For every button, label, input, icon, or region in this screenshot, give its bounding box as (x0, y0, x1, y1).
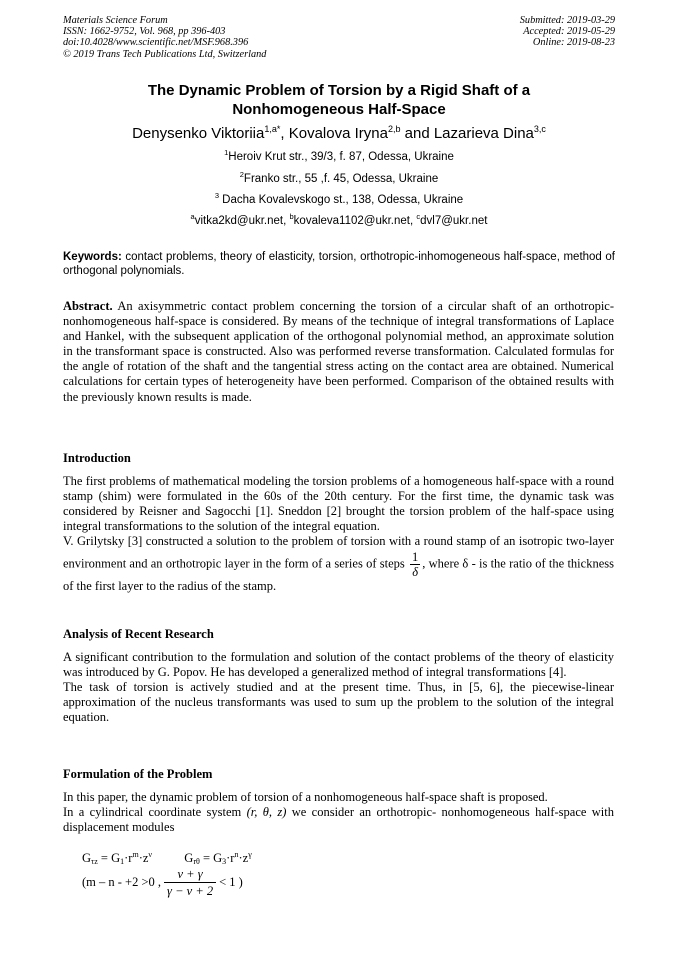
modulus-formula (82, 851, 252, 866)
author-name: Kovalova Iryna (288, 125, 388, 142)
email-link[interactable]: vitka2kd@ukr.net, (194, 215, 290, 227)
keywords (63, 250, 615, 278)
author-separator: , (280, 125, 289, 142)
shear-modulus-g1: $G_{\tau z} = G_1\cdot r^m\cdot z^\nu$ (82, 850, 153, 866)
email-marker: b (289, 212, 294, 221)
paragraph: The task of torsion is actively studied and at the present time. Thus, in [5, 6], the piecewise-linear approximation of the nucleus transformants was used to sum up the problem to the solution of the integral equation. (63, 680, 614, 725)
fraction-denominator: δ (412, 564, 419, 579)
affiliation-text: Heroiv Krut str., 39/3, f. 87, Odessa, Ukraine (228, 151, 454, 163)
title-line-2: Nonhomogeneous Half-Space (232, 101, 446, 118)
online-date: Online: 2019-08-23 (532, 37, 615, 49)
affiliation-text: Franko str., 55 ,f. 45, Odessa, Ukraine (243, 173, 439, 185)
paragraph: A significant contribution to the formulation and solution of the contact problems of the theory of elasticity was introduced by G. Popov. He has developed a generalized method of integral transformations [4]. (63, 650, 614, 680)
paragraph (63, 805, 614, 835)
author-separator: and (400, 125, 434, 142)
email-marker: a (190, 212, 195, 221)
author-emails (63, 214, 615, 228)
issn-volume: ISSN: 1662-9752, Vol. 968, pp 396-403 (63, 26, 226, 38)
shear-modulus-g3: $G_{r\theta} = G_3\cdot r^n\cdot z^\gamma$ (184, 850, 252, 866)
doi[interactable]: doi:10.4028/www.scientific.net/MSF.968.396 (63, 37, 249, 49)
introduction-body (63, 474, 614, 594)
constraint-open: (m – n - +2 >0 , (82, 875, 162, 889)
author-affiliation-marker: 2,b (387, 124, 401, 134)
fraction-numerator: 1 (412, 549, 419, 564)
email-link[interactable]: kovaleva1102@ukr.net, (293, 215, 417, 227)
constraint-formula (82, 866, 243, 899)
paragraph-text: we consider an orthotropic- nonhomogeneous half-space with displacement modules (63, 805, 615, 835)
paragraph: In this paper, the dynamic problem of torsion of a nonhomogeneous half-space shaft is proposed. (63, 790, 548, 804)
paragraph-text: V. Grilytsky [3] constructed a solution to the problem of torsion with a round stamp of an isotropic two-layer environment and an orthotropic layer in the form of a series of steps (63, 534, 614, 571)
paper-title (63, 81, 615, 119)
author-affiliation-marker: 3,c (533, 124, 546, 134)
submitted-date: Submitted: 2019-03-29 (519, 15, 615, 26)
analysis-body (63, 650, 614, 725)
affiliation-text: Dacha Kovalevskogo st., 138, Odessa, Ukraine (218, 194, 464, 206)
journal-header (63, 15, 266, 60)
dates-header (520, 15, 615, 49)
author-list (63, 125, 615, 143)
keywords-label: Keywords: (63, 251, 122, 263)
constraint-fraction (164, 866, 216, 899)
author-name: Lazarieva Dina (433, 125, 534, 142)
keywords-text: contact problems, theory of elasticity, torsion, orthotropic-inhomogeneous half-space, method of orthogonal polynomials. (63, 251, 615, 277)
section-heading-analysis: Analysis of Recent Research (63, 627, 214, 641)
fraction-denominator: γ − ν + 2 (167, 884, 214, 898)
affiliation-marker: 3 (214, 191, 219, 200)
affiliation-1 (63, 150, 615, 164)
affiliation-2 (63, 172, 615, 186)
author-affiliation-marker: 1,a* (264, 124, 281, 134)
paragraph (63, 534, 614, 594)
inline-fraction (410, 550, 420, 579)
abstract-text: An axisymmetric contact problem concerning the torsion of a circular shaft of an orthotropic-nonhomogeneous half-space is considered. By means of the technique of integral transformations of Laplace and Hankel, with the subsequent application of the orthogonal polynomial method, an approximate solution in the transformant space is constructed. Also was performed reverse transformation. Calculated formulas for the angle of rotation of the shaft and the tangential stress acting on the contact area are obtained. Numerical calculations for certain types of heterogeneity have been performed. Comparison of the obtained results with the previously known results is made. (63, 299, 614, 404)
constraint-close: < 1 ) (219, 875, 243, 889)
abstract (63, 299, 614, 405)
section-heading-introduction: Introduction (63, 451, 131, 465)
journal-name: Materials Science Forum (63, 15, 168, 26)
abstract-label: Abstract. (63, 299, 113, 313)
author-name: Denysenko Viktoriia (132, 125, 265, 142)
paragraph-text: In a cylindrical coordinate system (63, 805, 247, 820)
paragraph: The first problems of mathematical modeling the torsion problems of a homogeneous half-space with a round stamp (shim) were formulated in the 60s of the 20th century. For the first time, the dynamic task was considered by Reisner and Sagocchi [1]. Sneddon [2] brought the torsion problem of the half-space using integral transformations to the solution of the integral equation. (63, 474, 614, 534)
email-marker: c (416, 212, 421, 221)
accepted-date: Accepted: 2019-05-29 (523, 26, 615, 38)
formulation-body (63, 790, 614, 835)
fraction-numerator: ν + γ (164, 866, 216, 883)
affiliation-marker: 1 (224, 148, 229, 157)
section-heading-formulation: Formulation of the Problem (63, 767, 213, 781)
coordinate-system: (r, θ, z) (246, 805, 287, 820)
email-link[interactable]: dvl7@ukr.net (420, 215, 488, 227)
paragraph-text: , where δ - is the ratio of the thickness of the first layer to the radius of the stamp. (63, 556, 614, 593)
affiliation-marker: 2 (239, 170, 244, 179)
title-line-1: The Dynamic Problem of Torsion by a Rigid Shaft of a (147, 82, 531, 99)
affiliation-3 (63, 193, 615, 207)
copyright: © 2019 Trans Tech Publications Ltd, Switzerland (63, 48, 267, 60)
